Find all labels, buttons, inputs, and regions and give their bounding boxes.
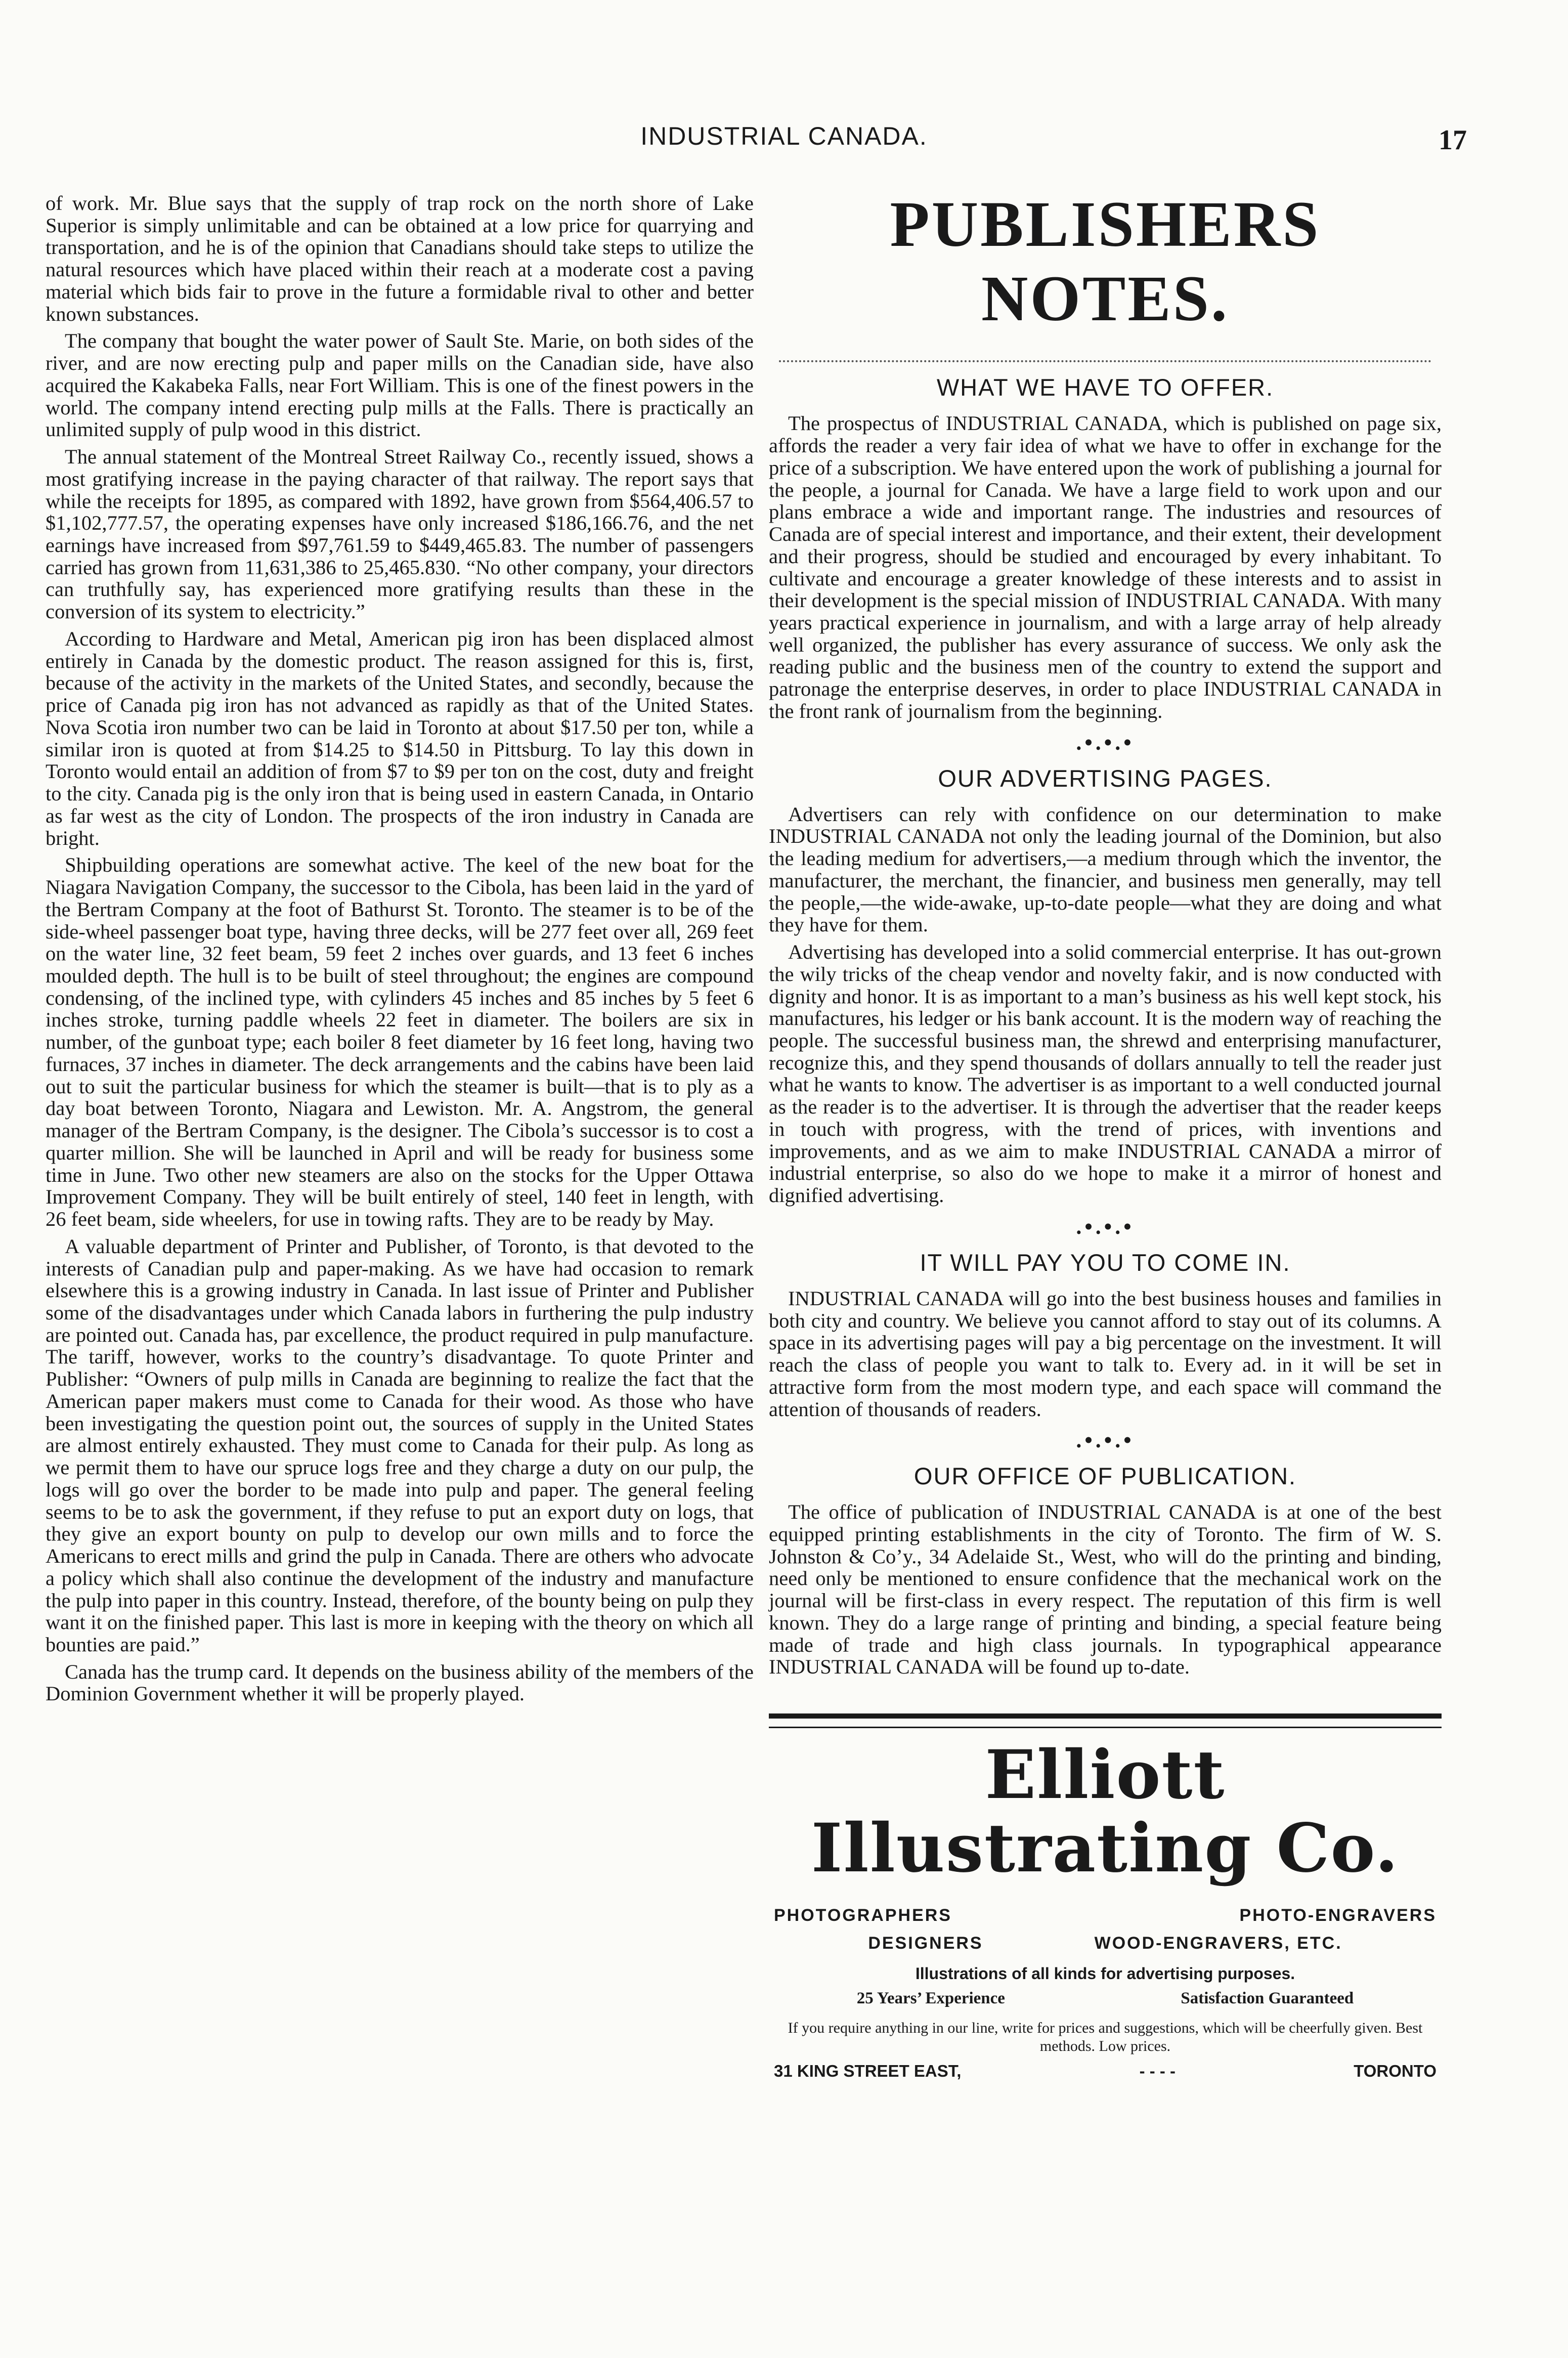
decorative-rule bbox=[779, 345, 1431, 362]
ad-guarantees-row bbox=[769, 1989, 1442, 2008]
ad-service: PHOTO-ENGRAVERS bbox=[1239, 1905, 1436, 1925]
section-heading-office: OUR OFFICE OF PUBLICATION. bbox=[913, 1463, 1297, 1490]
ornament-divider: .•.•.• bbox=[1076, 1428, 1135, 1453]
ad-dashes: - - - - bbox=[1139, 2061, 1176, 2080]
right-column bbox=[769, 188, 1442, 2081]
running-head: INDUSTRIAL CANADA. bbox=[640, 122, 928, 150]
ad-guarantee: Satisfaction Guaranteed bbox=[1181, 1989, 1354, 2007]
article-paragraph: of work. Mr. Blue says that the supply of trap rock on the north shore of Lake Superior is simply unlimitable and can be obtained at a low price for quarrying and transportation, and he is of the opinion that Canadians should take steps to utilize the natural resources which have placed within their reach at a moderate cost a paving material which bids fair to prove in the future a formidable rival to other and better known substances. bbox=[46, 192, 754, 325]
ad-experience: 25 Years’ Experience bbox=[856, 1989, 1005, 2007]
ad-services-row-1 bbox=[774, 1906, 1436, 1925]
article-paragraph: A valuable department of Printer and Publisher, of Toronto, is that devoted to the interests of Canadian pulp and paper-making. As we have had occasion to remark elsewhere this is a growing industry in Canada. In last issue of Printer and Publisher some of the disadvantages under which Canada labors in furthering the pulp industry are pointed out. Canada has, par excellence, the product required in pulp manufacture. The tariff, however, works to the country’s disadvantage. To quote Printer and Publisher: “Owners of pulp mills in Canada are beginning to realize the fact that the American paper makers must come to Canada for their wood. As those who have been investigating the question point out, the sources of supply in the United States are almost entirely exhausted. They must come to Canada for their pulp. As long as we permit them to have our spruce logs free and they charge a duty on our pulp, the logs will go over the border to be made into pulp and paper. The general feeling seems to be to ask the government, if they refuse to put an export duty on logs, that they give an export bounty on pulp to develop our own mills and to force the Americans to erect mills and grind the pulp in Canada. There are others who advocate a policy which shall also continue the development of the industry and manufacture the pulp into paper in this country. Instead, therefore, of the bounty being on pulp they want it on the finished paper. This last is more in keeping with the theory on which all bounties are paid.” bbox=[46, 1234, 754, 1656]
section-paragraph: Advertisers can rely with confidence on our determination to make INDUSTRIAL CANADA not only the leading journal of the Dominion, but also the leading medium for advertisers,—a medium through which the inventor, the manufacturer, the merchant, the financier, and business men generally, may tell the people,—the wide-awake, up-to-date people—what they are doing and what they have for them. bbox=[769, 802, 1442, 936]
page-number: 17 bbox=[1439, 124, 1467, 156]
section-paragraph: The prospectus of INDUSTRIAL CANADA, which is published on page six, affords the reader a very fair idea of what we have to offer in exchange for the price of a subscription. We have entered upon the work of publishing a journal for the people, a journal for Canada. We have a large field to work upon and our plans embrace a wide and important range. The industries and resources of Canada are of special interest and importance, and their extent, their development and their progress, should be studied and encouraged by every inhabitant. To cultivate and encourage a greater knowledge of these interests and to assist in their development is the special mission of INDUSTRIAL CANADA. With many years practical experience in journalism, and with a large array of help already well organized, the publisher has every assurance of success. We only ask the reading public and the business men of the country to extend the support and patronage the enterprise deserves, in order to place INDUSTRIAL CANADA in the front rank of journalism from the beginning. bbox=[769, 412, 1442, 722]
section-paragraph: INDUSTRIAL CANADA will go into the best business houses and families in both city and country. We believe you cannot afford to stay out of its columns. A space in its advertising pages will pay a big percentage on the investment. It will reach the class of people you want to talk to. Every ad. in it will be set in attractive form from the most modern type, and each space will command the attention of thousands of readers. bbox=[769, 1287, 1442, 1421]
article-paragraph: Canada has the trump card. It depends on the business ability of the members of the Dominion Government whether it will be properly played. bbox=[46, 1660, 754, 1705]
section-heading-offer: WHAT WE HAVE TO OFFER. bbox=[936, 374, 1274, 401]
ad-address-row bbox=[774, 2062, 1436, 2081]
ad-service: PHOTOGRAPHERS bbox=[774, 1905, 952, 1925]
ad-title: Elliott Illustrating Co. bbox=[811, 1736, 1400, 1888]
ad-address: 31 KING STREET EAST, bbox=[774, 2061, 962, 2080]
left-column bbox=[46, 192, 754, 1710]
ad-top-rule bbox=[769, 1713, 1442, 1724]
ad-thin-rule bbox=[769, 1727, 1442, 1728]
article-paragraph: Shipbuilding operations are somewhat active. The keel of the new boat for the Niagara Navigation Company, the successor to the Cibola, has been laid in the yard of the Bertram Company at the foot of Bathurst St. Toronto. The steamer is to be of the side-wheel passenger boat type, having three decks, will be 277 feet over all, 269 feet on the water line, 32 feet beam, 59 feet 2 inches over guards, and 13 feet 6 inches moulded depth. The hull is to be built of steel throughout; the engines are compound condensing, of the inclined type, with cylinders 45 inches and 85 inches by 5 feet 6 inches stroke, turning paddle wheels 22 feet in diameter. The boilers are six in number, of the gunboat type; each boiler 8 feet diameter by 16 feet long, having two furnaces, 37 inches in diameter. The deck arrangements and the cabins have been laid out to suit the particular business for which the steamer is built—that is to ply as a day boat between Toronto, Niagara and Lewiston. Mr. A. Angstrom, the general manager of the Bertram Company, is the designer. The Cibola’s successor is to cost a quarter million. She will be launched in April and will be ready for business some time in June. Two other new steamers are also on the stocks for the Upper Ottawa Improvement Company. They will be built entirely of steel, 140 feet in length, with 26 feet beam, side wheelers, for use in towing rafts. They are to be ready by May. bbox=[46, 853, 754, 1231]
ad-tagline: Illustrations of all kinds for advertising purposes. bbox=[915, 1964, 1295, 1983]
article-paragraph: According to Hardware and Metal, American pig iron has been displaced almost entirely in Canada by the domestic product. The reason assigned for this is, first, because of the activity in the markets of the United States, and secondly, because the price of Canada pig iron has not advanced as rapidly as that of the United States. Nova Scotia iron number two can be laid in Toronto at about $17.50 per ton, while a similar iron is quoted at from $14.25 to $14.50 in Pittsburg. To lay this down in Toronto would entail an addition of from $7 to $9 per ton on the cost, duty and freight to the city. Canada pig is the only iron that is being used in eastern Canada, in Ontario as far west as the city of London. The prospects of the iron industry in Canada are bright. bbox=[46, 627, 754, 849]
ad-note: If you require anything in our line, write for prices and suggestions, which will be cheerfully given. Best methods. Low prices. bbox=[788, 2019, 1423, 2054]
section-paragraph: The office of publication of INDUSTRIAL CANADA is at one of the best equipped printing establishments in the city of Toronto. The firm of W. S. Johnston & Co’y., 34 Adelaide St., West, who will do the printing and binding, need only be mentioned to ensure confidence that the mechanical work on the journal will be first-class in every respect. The reputation of this firm is well known. They do a large range of printing and binding, a special feature being made of trade and high class journals. In typographical appearance INDUSTRIAL CANADA will be found up to-date. bbox=[769, 1500, 1442, 1679]
elliott-advertisement bbox=[769, 1713, 1442, 2080]
section-heading-advertising: OUR ADVERTISING PAGES. bbox=[938, 764, 1273, 792]
ornament-divider: .•.•.• bbox=[1076, 730, 1135, 755]
article-paragraph: The annual statement of the Montreal Street Railway Co., recently issued, shows a most gratifying increase in the paying character of that railway. The report says that while the receipts for 1895, as compared with 1892, have grown from $564,406.57 to $1,102,777.57, the operating expenses have only increased $186,166.76, and the net earnings have increased from $97,761.59 to $449,465.83. The number of passengers carried has grown from 11,631,386 to 25,465.830. “No other company, your directors can truthfully say, has experienced more gratifying results than these in the conversion of its system to electricity.” bbox=[46, 445, 754, 623]
ad-service: DESIGNERS bbox=[868, 1933, 983, 1953]
section-paragraph: Advertising has developed into a solid commercial enterprise. It has out-grown the wily tricks of the cheap vendor and novelty fakir, and is now conducted with dignity and honor. It is as important to a man’s business as his well kept stock, his manufactures, his ledger or his bank account. It is the modern way of reaching the people. The successful business man, the shrewd and enterprising manufacturer, recognize this, and they spend thousands of dollars annually to tell the reader just what he wants to know. The advertiser is as important to a well conducted journal as the reader is to the advertiser. It is through the advertiser that the reader keeps in touch with progress, with the trend of prices, with inventions and improvements, and as we aim to make INDUSTRIAL CANADA a mirror of industrial enterprise, so also do we hope to make it a mirror of honest and dignified advertising. bbox=[769, 940, 1442, 1207]
ornament-divider: .•.•.• bbox=[1076, 1214, 1135, 1239]
ad-service: WOOD-ENGRAVERS, ETC. bbox=[1094, 1933, 1342, 1953]
publishers-notes-masthead: PUBLISHERS NOTES. bbox=[890, 188, 1321, 335]
section-heading-come-in: IT WILL PAY YOU TO COME IN. bbox=[920, 1249, 1291, 1276]
article-paragraph: The company that bought the water power of Sault Ste. Marie, on both sides of the river, and are now erecting pulp and paper mills on the Canadian side, have also acquired the Kakabeka Falls, near Fort William. This is one of the finest powers in the world. The company intend erecting pulp mills at the Falls. There is practically an unlimited supply of pulp wood in this district. bbox=[46, 329, 754, 441]
ad-services-row-2 bbox=[774, 1934, 1436, 1953]
ad-city: TORONTO bbox=[1354, 2061, 1436, 2080]
